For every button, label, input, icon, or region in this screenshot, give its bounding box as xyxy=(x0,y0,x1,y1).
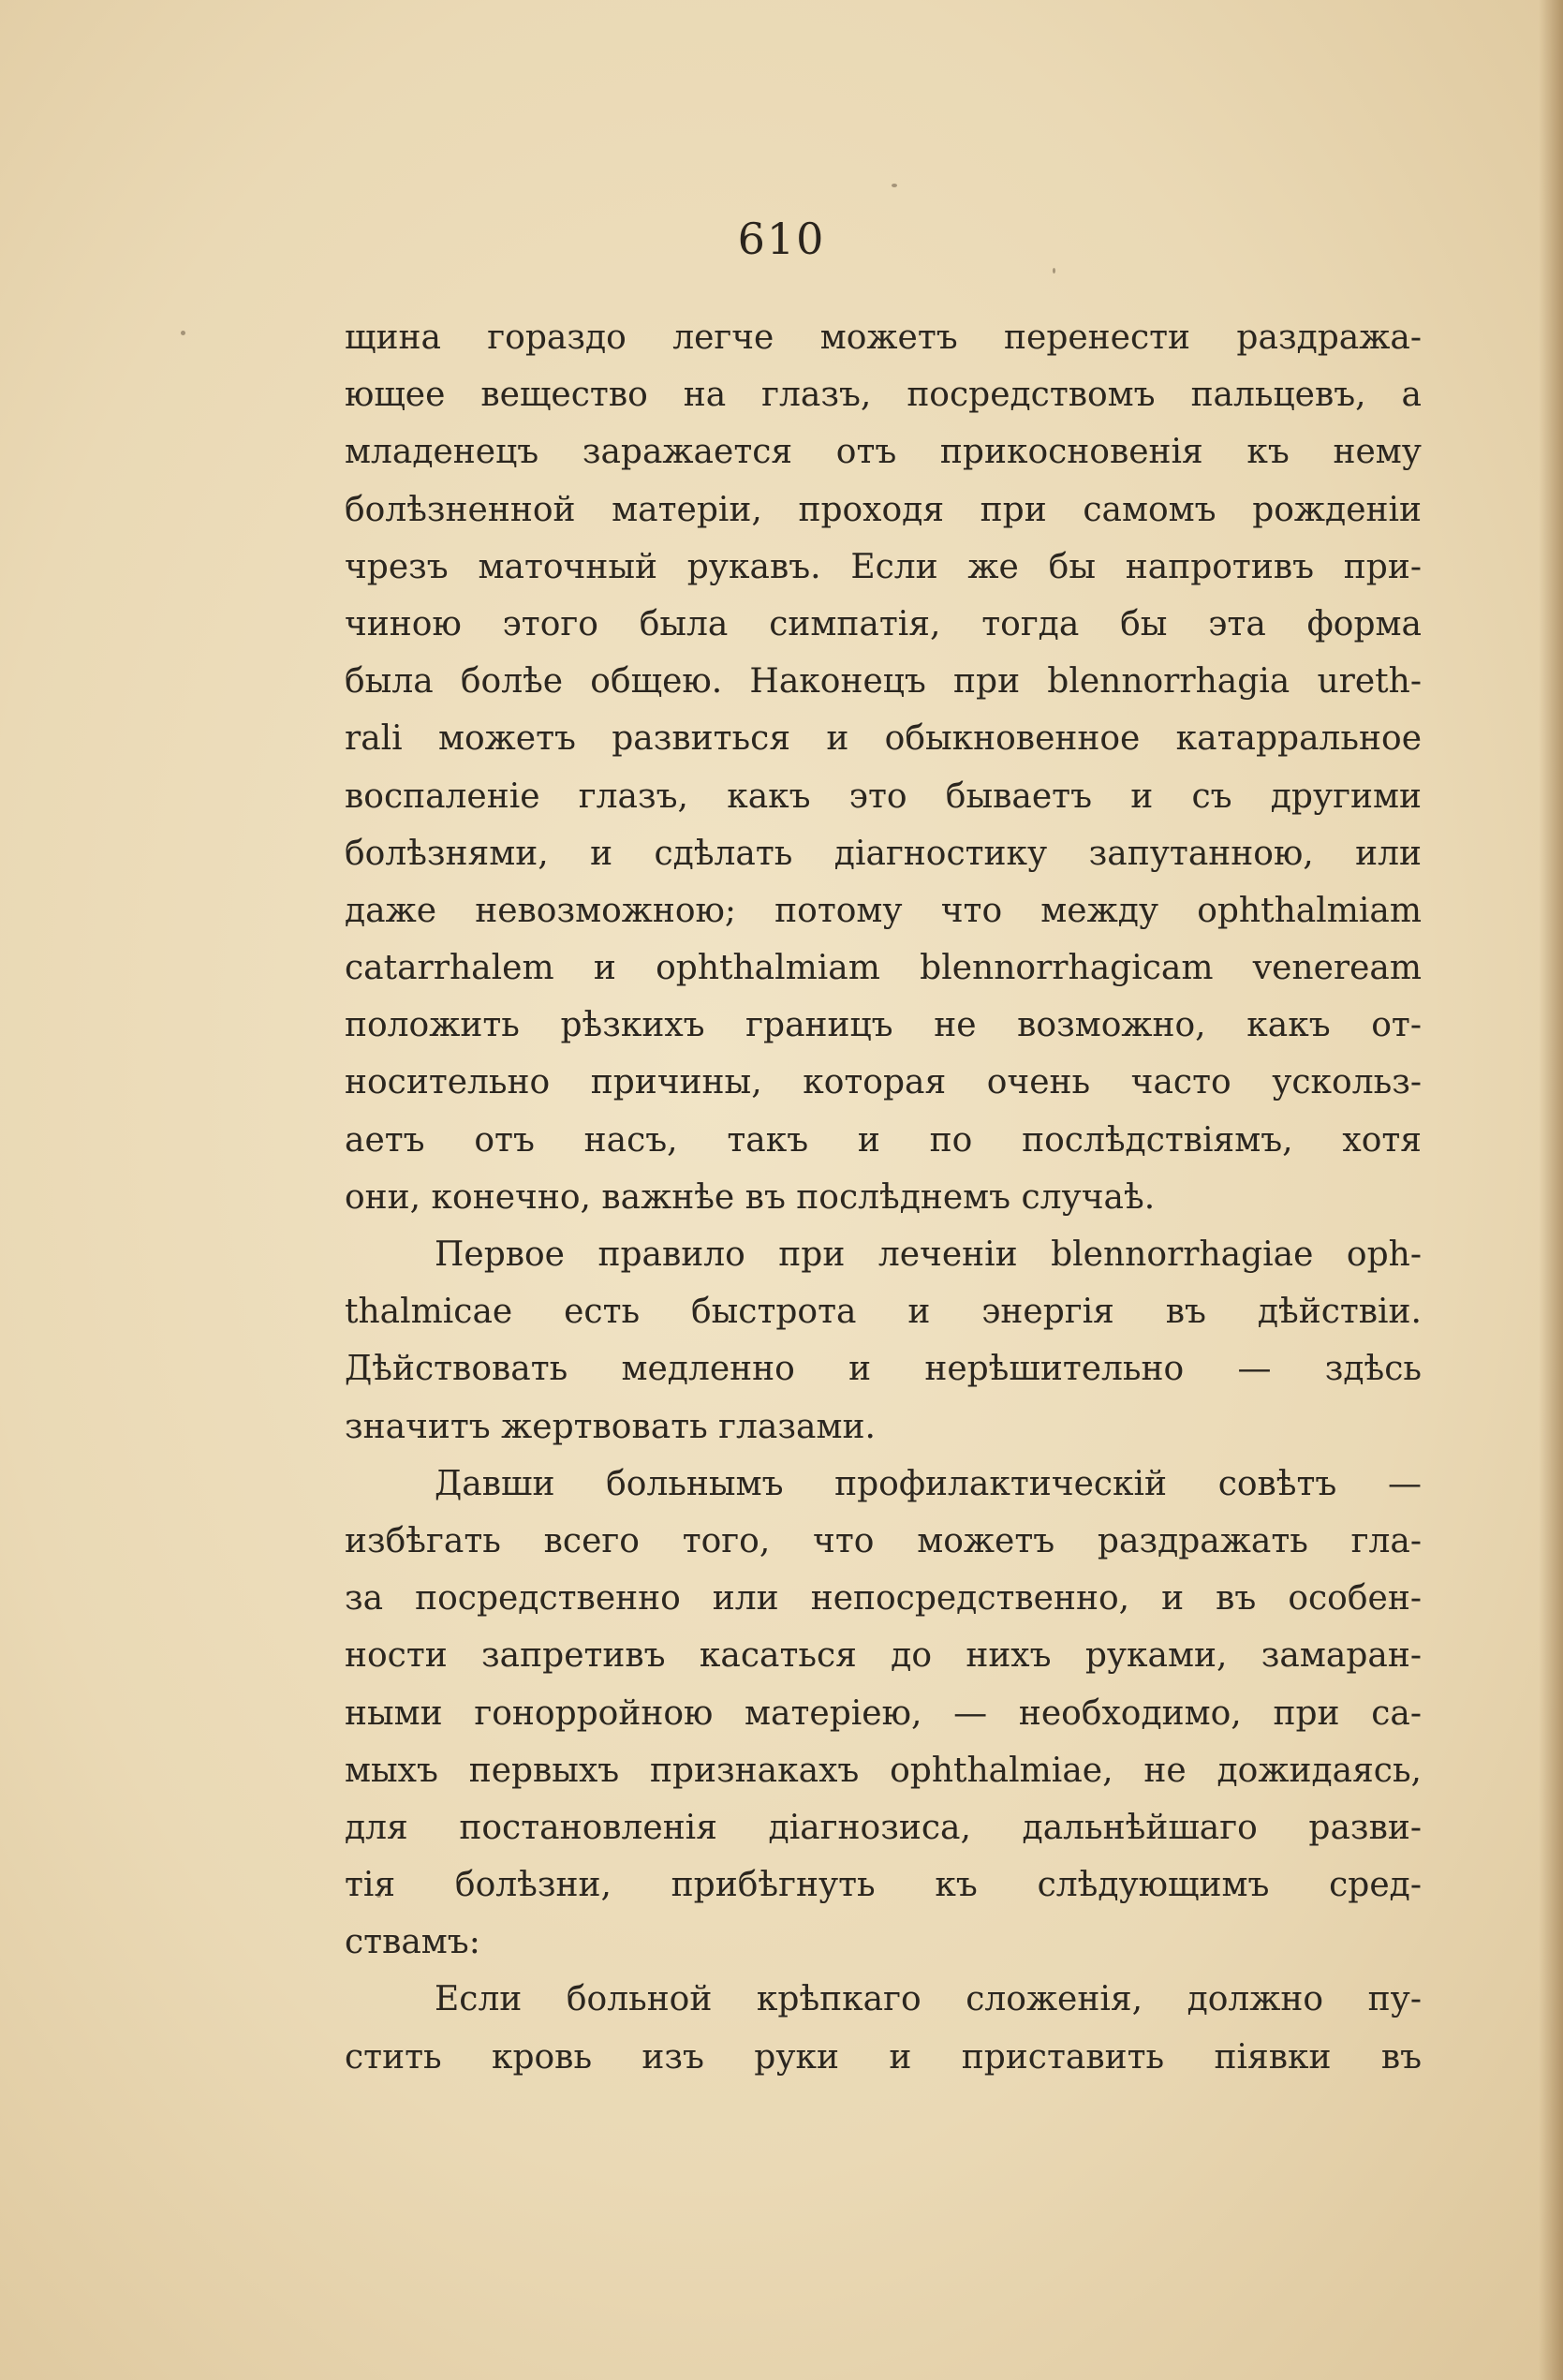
text-line: ющее вещество на глазъ, посредствомъ пальцевъ, а xyxy=(345,376,1422,415)
text-line: положить рѣзкихъ границъ не возможно, какъ от- xyxy=(345,1006,1422,1045)
text-line: для постановленія діагнозиса, дальнѣйшаго разви- xyxy=(345,1808,1422,1847)
text-line: щина гораздо легче можетъ перенести раздража- xyxy=(345,318,1422,357)
text-line: стить кровь изъ руки и приставить піявки въ xyxy=(345,2037,1422,2077)
text-line: была болѣе общею. Наконецъ при blennorrhagia ureth- xyxy=(345,662,1422,702)
text-line: rali можетъ развиться и обыкновенное катарральное xyxy=(345,719,1422,759)
text-line: thalmicae есть быстрота и энергія въ дѣйствіи. xyxy=(345,1293,1422,1332)
paper-speck xyxy=(181,331,185,335)
text-line: избѣгать всего того, что можетъ раздражать гла- xyxy=(345,1521,1422,1560)
text-line: воспаленіе глазъ, какъ это бываетъ и съ другими xyxy=(345,776,1422,816)
text-line: Давши больнымъ профилактическій совѣтъ — xyxy=(435,1464,1422,1503)
paper-speck xyxy=(1053,268,1055,273)
text-line: даже невозможною; потому что между ophthalmiam xyxy=(345,891,1422,930)
text-line: мыхъ первыхъ признакахъ ophthalmiae, не дожидаясь, xyxy=(345,1751,1422,1790)
text-line: за посредственно или непосредственно, и въ особен- xyxy=(345,1579,1422,1619)
text-line: ствамъ: xyxy=(345,1923,480,1962)
text-line: Первое правило при леченіи blennorrhagiae oph- xyxy=(435,1235,1422,1274)
text-line: тія болѣзни, прибѣгнуть къ слѣдующимъ сред- xyxy=(345,1866,1422,1905)
text-line: catarrhalem и ophthalmiam blennorrhagicam veneream xyxy=(345,949,1422,988)
text-line: младенецъ заражается отъ прикосновенія къ нему xyxy=(345,433,1422,472)
page-number: 610 xyxy=(737,214,826,264)
text-line: чиною этого была симпатія, тогда бы эта форма xyxy=(345,604,1422,643)
page-edge-shadow xyxy=(1539,0,1563,2380)
text-line: болѣзненной матеріи, проходя при самомъ рожденіи xyxy=(345,490,1422,529)
text-line: они, конечно, важнѣе въ послѣднемъ случаѣ. xyxy=(345,1177,1156,1217)
text-line: Если больной крѣпкаго сложенія, должно пу- xyxy=(435,1980,1422,2019)
text-line: болѣзнями, и сдѣлать діагностику запутанною, или xyxy=(345,834,1422,873)
text-line: носительно причины, которая очень часто ускольз- xyxy=(345,1063,1422,1102)
text-line: значитъ жертвовать глазами. xyxy=(345,1407,876,1446)
body-text xyxy=(345,309,1422,2086)
text-line: ности запретивъ касаться до нихъ руками, замаран- xyxy=(345,1636,1422,1676)
paper-speck xyxy=(892,184,897,187)
text-line: чрезъ маточный рукавъ. Если же бы напротивъ при- xyxy=(345,547,1422,586)
text-line: аетъ отъ насъ, такъ и по послѣдствіямъ, хотя xyxy=(345,1120,1422,1160)
text-line: Дѣйствовать медленно и нерѣшительно — здѣсь xyxy=(345,1350,1422,1389)
text-line: ными гонорройною матеріею, — необходимо, при са- xyxy=(345,1693,1422,1733)
